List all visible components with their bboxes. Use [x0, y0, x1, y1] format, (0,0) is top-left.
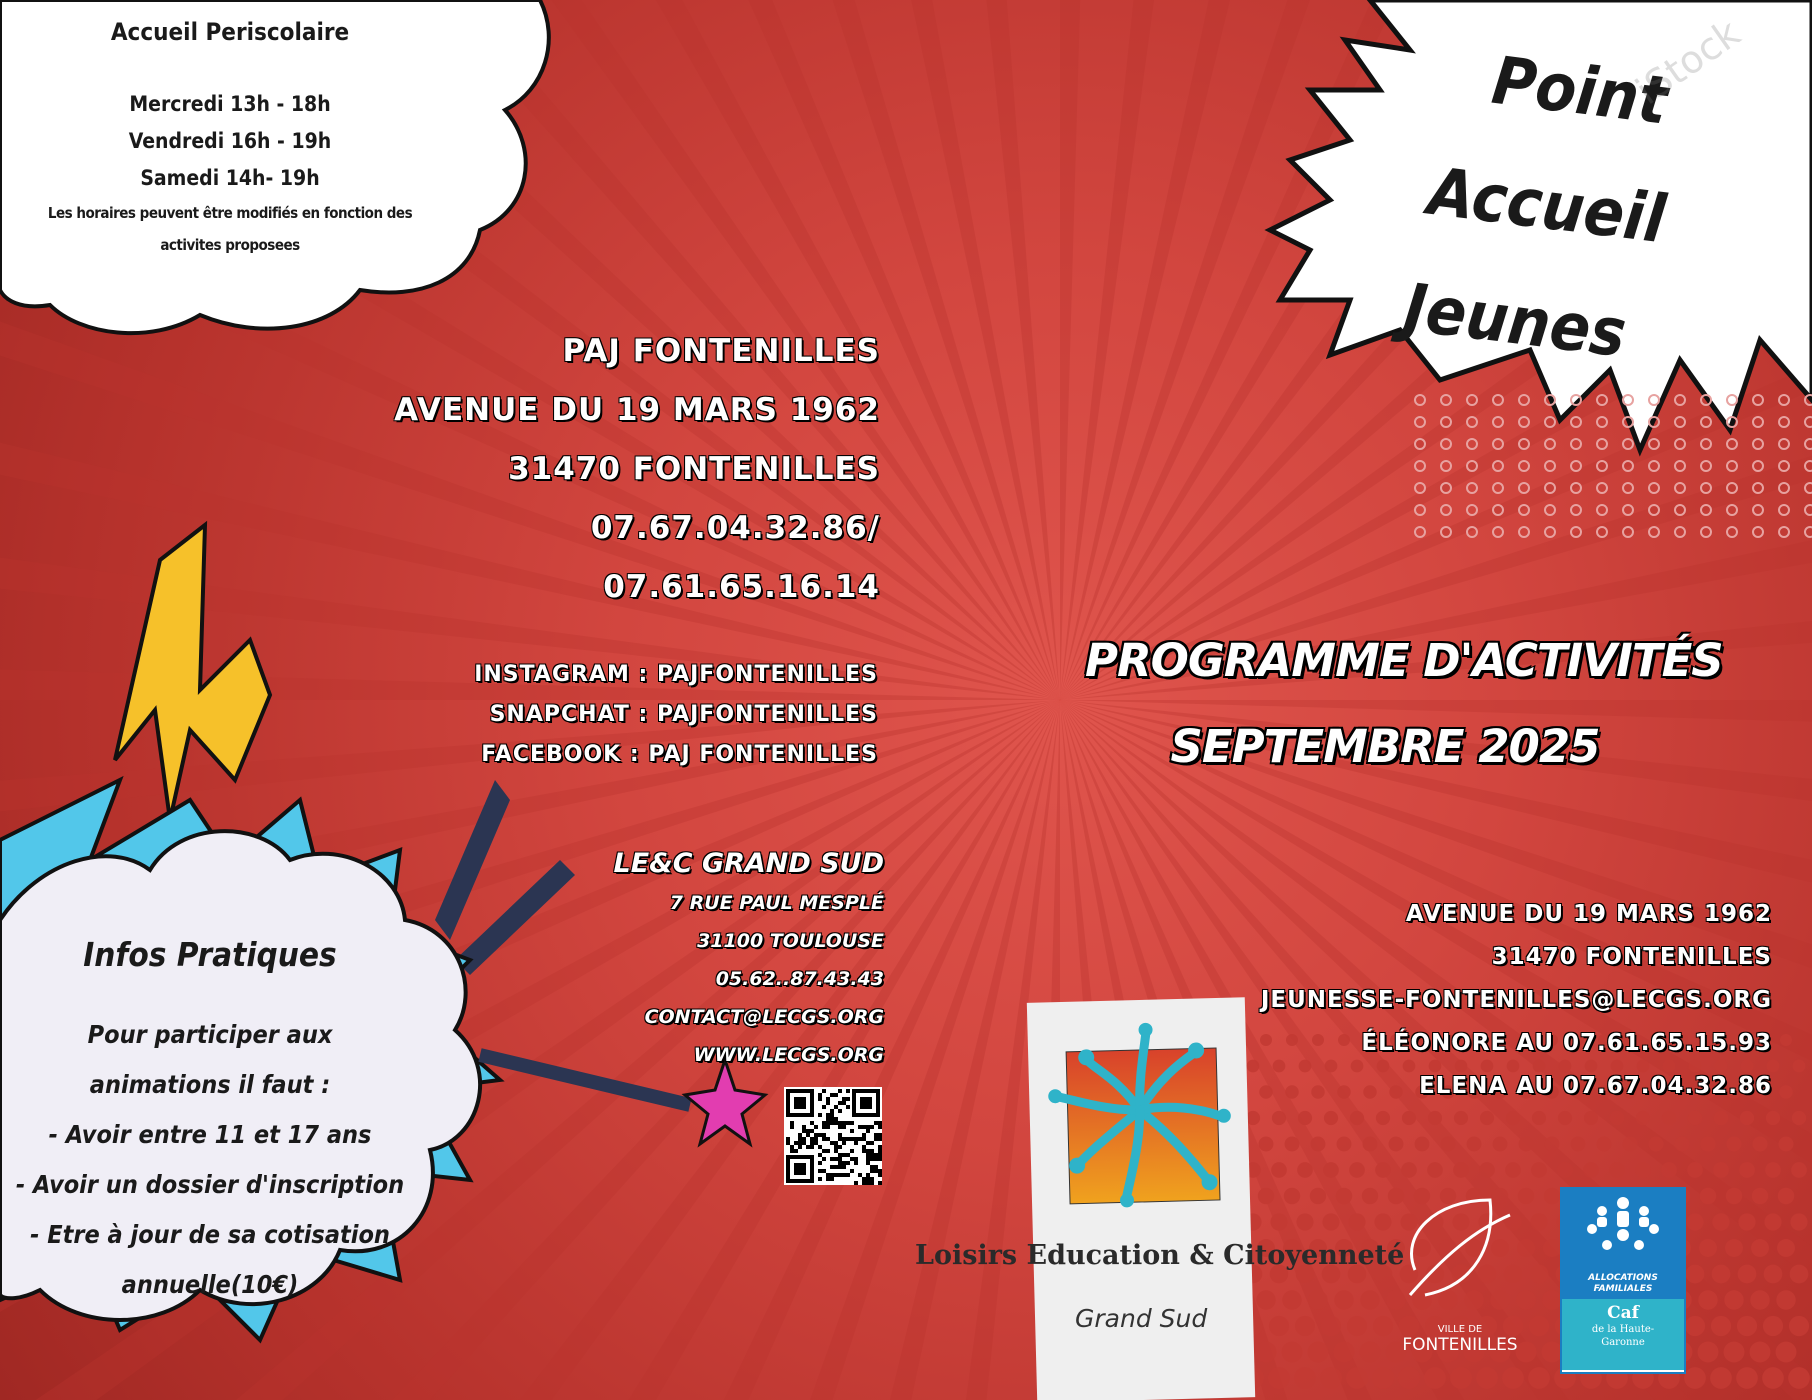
dot: [1752, 1188, 1768, 1204]
dot: [1259, 1137, 1274, 1152]
dot: [1753, 461, 1763, 471]
dot: [1725, 1239, 1743, 1257]
dot: [1571, 461, 1581, 471]
social-links: [474, 655, 878, 775]
dot: [1597, 417, 1607, 427]
dot: [1597, 483, 1607, 493]
dot: [1348, 1213, 1365, 1230]
dot: [1684, 1367, 1706, 1389]
dot: [1321, 1316, 1341, 1336]
dot: [1737, 1316, 1757, 1336]
dot: [1256, 1290, 1275, 1309]
ville-small: VILLE DE: [1437, 1324, 1483, 1335]
dot: [1701, 461, 1711, 471]
dot: [1441, 439, 1451, 449]
dot: [1712, 1213, 1729, 1230]
dot: [1336, 1188, 1352, 1204]
dot: [1441, 395, 1451, 405]
dot: [1530, 1213, 1547, 1230]
dot: [1376, 1111, 1390, 1125]
dot: [1415, 461, 1425, 471]
dot: [1805, 483, 1812, 493]
dot: [1294, 1367, 1316, 1389]
dot: [1544, 1188, 1560, 1204]
dot: [1779, 1137, 1794, 1152]
dot: [1649, 483, 1659, 493]
dot: [1686, 1265, 1705, 1284]
watermark-text: iStock: [1627, 10, 1748, 114]
programme-line-2: SEPTEMBRE 2025: [1170, 720, 1600, 773]
dot: [1545, 439, 1555, 449]
dot: [1282, 1290, 1301, 1309]
dot: [1401, 1162, 1417, 1178]
ville-name: FONTENILLES: [1402, 1335, 1518, 1355]
schedule-saturday: Samedi 14h- 19h: [140, 166, 320, 190]
dot: [1415, 1137, 1430, 1152]
dot: [1597, 439, 1607, 449]
lec-name: LE&C GRAND SUD: [613, 848, 884, 879]
dot: [1467, 417, 1477, 427]
dot: [1467, 439, 1477, 449]
dot: [1777, 1239, 1795, 1257]
dot: [1776, 1290, 1795, 1309]
dot: [1530, 1265, 1549, 1284]
dot: [1502, 1367, 1524, 1389]
dot: [1571, 1137, 1586, 1152]
dot: [1571, 505, 1581, 515]
dot: [1256, 1342, 1277, 1363]
dot: [1765, 1162, 1781, 1178]
dot: [1675, 395, 1685, 405]
dot: [1519, 527, 1529, 537]
dot: [1373, 1316, 1393, 1336]
dot: [1467, 505, 1477, 515]
paj-phone-1: 07.67.04.32.86/: [590, 510, 880, 546]
caf-region: de la Haute-Garonne: [1591, 1324, 1655, 1348]
dot: [1350, 1111, 1364, 1125]
snapchat-handle[interactable]: SNAPCHAT : PAJFONTENILLES: [489, 702, 878, 727]
dot: [1727, 505, 1737, 515]
lec-city: 31100 TOULOUSE: [697, 930, 884, 952]
schedule-friday: Vendredi 16h - 19h: [128, 129, 332, 153]
dot: [1751, 1239, 1769, 1257]
paj-street: AVENUE DU 19 MARS 1962: [394, 392, 880, 428]
dot: [1272, 1111, 1286, 1125]
dot: [1545, 461, 1555, 471]
dot: [1788, 1367, 1810, 1389]
dot: [1284, 1188, 1300, 1204]
dot: [1780, 1034, 1792, 1046]
dot: [1545, 1137, 1560, 1152]
lec-website[interactable]: WWW.LECGS.ORG: [693, 1044, 884, 1066]
dot: [1415, 417, 1425, 427]
dot: [1805, 417, 1812, 427]
dot: [1711, 1316, 1731, 1336]
dot: [1532, 1111, 1546, 1125]
dot: [1805, 527, 1812, 537]
caf-people-icon: [1562, 1189, 1684, 1269]
dot: [1402, 1111, 1416, 1125]
dot: [1753, 527, 1763, 537]
dot: [1685, 1316, 1705, 1336]
dot: [1295, 1316, 1315, 1336]
dot: [1597, 505, 1607, 515]
dot: [1583, 1162, 1599, 1178]
dot: [1528, 1367, 1550, 1389]
dot: [1753, 505, 1763, 515]
dot: [1609, 1162, 1625, 1178]
dot: [1372, 1367, 1394, 1389]
periscolaire-title: Accueil Periscolaire: [110, 18, 350, 46]
dot: [1701, 527, 1711, 537]
dot: [1258, 1188, 1274, 1204]
hero-word-point: Point: [1488, 41, 1672, 140]
dot: [1727, 527, 1737, 537]
dot: [1662, 1111, 1676, 1125]
slash-decoration: [435, 780, 510, 940]
dot: [1519, 483, 1529, 493]
lec-logo-name: Loisirs Education & Citoyenneté: [915, 1240, 1405, 1271]
lec-logo-sub: Grand Sud: [1075, 1304, 1208, 1333]
infos-line: annuelle(10€): [121, 1270, 299, 1299]
dot: [1398, 1367, 1420, 1389]
dot: [1427, 1162, 1443, 1178]
dot: [1389, 1137, 1404, 1152]
dot: [1441, 1137, 1456, 1152]
dot: [1441, 505, 1451, 515]
dot: [1271, 1162, 1287, 1178]
dot: [1623, 1137, 1638, 1152]
dot: [1762, 1367, 1784, 1389]
dot: [1675, 483, 1685, 493]
dot: [1636, 1111, 1650, 1125]
dot: [1753, 417, 1763, 427]
dot: [1428, 1111, 1442, 1125]
dot: [1545, 527, 1555, 537]
dot: [1724, 1342, 1745, 1363]
programme-line-1: PROGRAMME D'ACTIVITÉS: [1085, 634, 1723, 687]
dot: [1505, 1162, 1521, 1178]
lec-contact: [614, 844, 884, 1074]
dot: [1519, 461, 1529, 471]
dot: [1740, 1111, 1754, 1125]
dot: [1610, 1111, 1624, 1125]
dot: [1296, 1213, 1313, 1230]
infos-title: Infos Pratiques: [83, 935, 337, 974]
dot: [1778, 1188, 1794, 1204]
lec-street: 7 RUE PAUL MESPLÉ: [669, 892, 884, 914]
lec-phone: 05.62..87.43.43: [715, 968, 884, 990]
dot: [1764, 1265, 1783, 1284]
dot: [1519, 1137, 1534, 1152]
dot: [1346, 1367, 1368, 1389]
ville-logo: [1395, 1324, 1525, 1355]
dot: [1557, 1162, 1573, 1178]
dot: [1450, 1367, 1472, 1389]
ville-logo-icon: [1395, 1195, 1525, 1305]
qr-code[interactable]: [784, 1087, 882, 1185]
contact-city: 31470 FONTENILLES: [1491, 944, 1772, 970]
dot: [1686, 1213, 1703, 1230]
dot: [1805, 439, 1812, 449]
dot: [1635, 1162, 1651, 1178]
dot: [1545, 505, 1555, 515]
dot: [1584, 1111, 1598, 1125]
dot: [1454, 1111, 1468, 1125]
dot: [1714, 1111, 1728, 1125]
paj-city: 31470 FONTENILLES: [508, 451, 880, 487]
dot: [1790, 1213, 1807, 1230]
dot: [1268, 1367, 1290, 1389]
dot: [1805, 505, 1812, 515]
dot: [1558, 1111, 1572, 1125]
paj-phone-2: 07.61.65.16.14: [603, 569, 880, 605]
dot: [1675, 527, 1685, 537]
dot: [1529, 1316, 1549, 1336]
dot: [1649, 461, 1659, 471]
instagram-handle[interactable]: INSTAGRAM : PAJFONTENILLES: [474, 662, 878, 687]
dot: [1506, 1111, 1520, 1125]
caf-name: Caf: [1607, 1303, 1639, 1323]
dot: [1753, 439, 1763, 449]
contact-street: AVENUE DU 19 MARS 1962: [1405, 901, 1772, 927]
dot: [1764, 1213, 1781, 1230]
dot: [1493, 417, 1503, 427]
dot: [1776, 1342, 1797, 1363]
dot: [1415, 395, 1425, 405]
dot: [1324, 1111, 1338, 1125]
dot: [1311, 1137, 1326, 1152]
dot: [1415, 527, 1425, 537]
dot: [1453, 1162, 1469, 1178]
dot: [1727, 1137, 1742, 1152]
lec-logo-icon: [1027, 997, 1251, 1223]
dot: [1493, 1137, 1508, 1152]
dot: [1750, 1290, 1769, 1309]
dot: [1766, 1111, 1780, 1125]
caf-band: [1562, 1189, 1684, 1299]
dot: [1675, 1137, 1690, 1152]
contact-email[interactable]: JEUNESSE-FONTENILLES@LECGS.ORG: [1260, 987, 1772, 1013]
dot: [1337, 1137, 1352, 1152]
dot: [1738, 1213, 1755, 1230]
dot: [1269, 1316, 1289, 1336]
dot: [1597, 1137, 1612, 1152]
dot: [1649, 527, 1659, 537]
dot: [1334, 1290, 1353, 1309]
dot: [1282, 1342, 1303, 1363]
dot: [1699, 1239, 1717, 1257]
dot: [1779, 505, 1789, 515]
dot: [1360, 1342, 1381, 1363]
dot: [1726, 1188, 1742, 1204]
infos-dossier-rule: - Avoir un dossier d'inscription: [15, 1170, 405, 1199]
dot: [1424, 1367, 1446, 1389]
dot: [1247, 1060, 1260, 1073]
lec-logo-card: [1027, 997, 1255, 1400]
dot: [1701, 439, 1711, 449]
dot: [1789, 1316, 1809, 1336]
hero-word-jeunes: Jeunes: [1399, 268, 1631, 373]
dot: [1661, 1162, 1677, 1178]
infos-cotisation-rule: - Etre à jour de sa cotisation: [30, 1220, 390, 1249]
dot: [1322, 1213, 1339, 1230]
dot: [1698, 1342, 1719, 1363]
dot: [1270, 1213, 1287, 1230]
dot: [1791, 1162, 1807, 1178]
infos-line: animations il faut :: [89, 1070, 331, 1099]
dot: [1347, 1316, 1367, 1336]
dot: [1349, 1162, 1365, 1178]
dot: [1543, 1239, 1561, 1257]
dot: [1493, 527, 1503, 537]
dot: [1363, 1137, 1378, 1152]
dot: [1467, 1137, 1482, 1152]
schedule-wednesday: Mercredi 13h - 18h: [129, 92, 331, 116]
contact-elena: ELENA AU 07.67.04.32.86: [1419, 1073, 1772, 1099]
dot: [1571, 439, 1581, 449]
dot: [1479, 1162, 1495, 1178]
periscolaire-block: [20, 18, 440, 261]
dot: [1519, 417, 1529, 427]
infos-line: Pour participer aux: [87, 1020, 333, 1049]
dot: [1698, 1290, 1717, 1309]
dot: [1687, 1162, 1703, 1178]
dot: [1700, 1188, 1716, 1204]
dot: [1688, 1111, 1702, 1125]
dot: [1415, 483, 1425, 493]
dot: [1623, 483, 1633, 493]
dot: [1362, 1188, 1378, 1204]
dot: [1793, 1060, 1806, 1073]
dot: [1738, 1265, 1757, 1284]
caf-band-text: ALLOCATIONS FAMILIALES: [1588, 1273, 1658, 1294]
dot: [1310, 1188, 1326, 1204]
dot: [1374, 1213, 1391, 1230]
dot: [1285, 1137, 1300, 1152]
dot: [1323, 1162, 1339, 1178]
dot: [1779, 439, 1789, 449]
dot: [1308, 1290, 1327, 1309]
dot: [1308, 1342, 1329, 1363]
contact-eleonore: ÉLÉONORE AU 07.61.65.15.93: [1361, 1030, 1772, 1056]
facebook-handle[interactable]: FACEBOOK : PAJ FONTENILLES: [481, 742, 878, 767]
dot: [1724, 1290, 1743, 1309]
paj-name: PAJ FONTENILLES: [562, 333, 880, 369]
programme-title: [1085, 618, 1723, 790]
dot: [1623, 505, 1633, 515]
dot: [1649, 1137, 1664, 1152]
dot: [1441, 461, 1451, 471]
dot: [1375, 1162, 1391, 1178]
schedule-note-2: activites proposees: [160, 236, 300, 254]
dot: [1713, 1162, 1729, 1178]
dot: [1712, 1265, 1731, 1284]
dot: [1779, 417, 1789, 427]
dot: [1763, 1316, 1783, 1336]
dot: [1790, 1265, 1809, 1284]
dot: [1675, 461, 1685, 471]
dot: [1334, 1342, 1355, 1363]
dot: [1542, 1290, 1561, 1309]
dot: [1739, 1162, 1755, 1178]
dot: [1792, 1111, 1806, 1125]
schedule-note: Les horaires peuvent être modifiés en fonction des: [47, 204, 413, 222]
dot: [1298, 1111, 1312, 1125]
dot: [1727, 461, 1737, 471]
dot: [1710, 1367, 1732, 1389]
dot: [1493, 483, 1503, 493]
infos-block: [0, 935, 420, 1310]
dot: [1467, 483, 1477, 493]
dot: [1779, 1085, 1792, 1098]
dot: [1360, 1290, 1379, 1309]
dot: [1519, 395, 1529, 405]
dot: [1750, 1342, 1771, 1363]
dot: [1480, 1111, 1494, 1125]
dot: [1531, 1162, 1547, 1178]
dot: [1415, 505, 1425, 515]
dot: [1779, 527, 1789, 537]
dot: [1753, 1137, 1768, 1152]
caf-logo: [1560, 1187, 1686, 1374]
infos-age-rule: - Avoir entre 11 et 17 ans: [48, 1120, 372, 1149]
dot: [1701, 1137, 1716, 1152]
hero-word-accueil: Accueil: [1424, 152, 1670, 259]
contact-block: [1261, 893, 1772, 1108]
dot: [1476, 1367, 1498, 1389]
dot: [1297, 1162, 1313, 1178]
paj-contact: [394, 322, 880, 617]
dot: [1736, 1367, 1758, 1389]
lec-email[interactable]: CONTACT@LECGS.ORG: [644, 1006, 884, 1028]
dot: [1320, 1367, 1342, 1389]
dot: [1727, 439, 1737, 449]
